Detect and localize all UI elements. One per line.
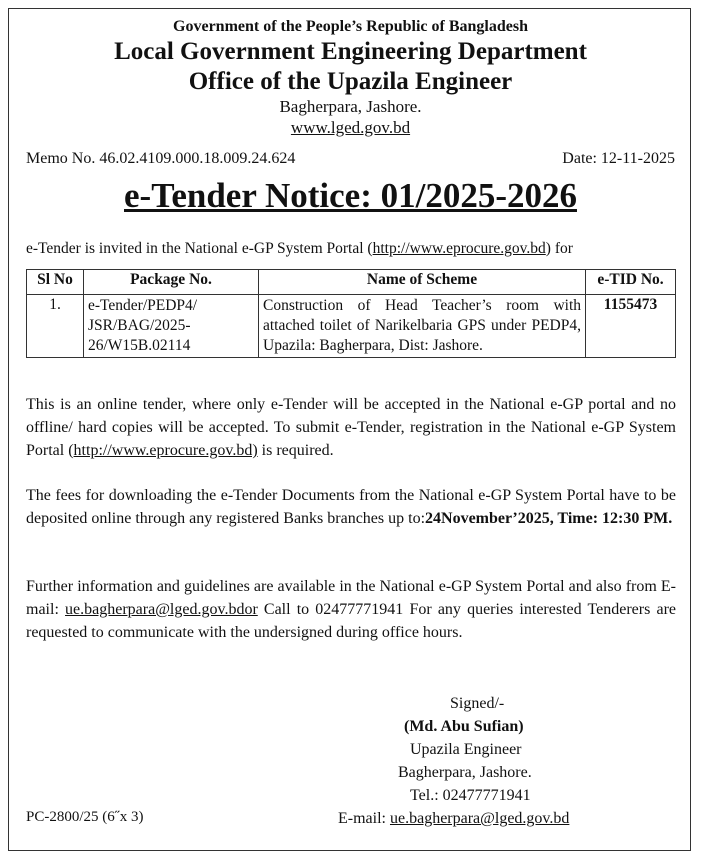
office-heading: Office of the Upazila Engineer [188, 68, 513, 95]
header-scheme: Name of Scheme [259, 270, 586, 295]
cell-sl: 1. [27, 295, 84, 358]
email-label: E-mail: [338, 810, 390, 827]
signatory-location: Bagherpara, Jashore. [398, 764, 532, 781]
para3-text: Further information and guidelines are available in the National e-GP System Portal and also from E-mail: [26, 578, 676, 618]
para3-suffix: Call to 02477771941 For any queries interested Tenderers are requested to communicate with the undersigned during office hours. [26, 601, 676, 641]
online-tender-paragraph [26, 393, 676, 462]
notice-title: e-Tender Notice: 01/2025-2026 [124, 176, 577, 215]
signatory-designation: Upazila Engineer [410, 741, 522, 758]
tender-table [26, 269, 676, 358]
signed-label: Signed/- [450, 695, 505, 712]
website-link[interactable]: www.lged.gov.bd [290, 118, 411, 137]
cell-package: e-Tender/PEDP4/ JSR/BAG/2025-26/W15B.02114 [84, 295, 259, 358]
publication-reference: PC-2800/25 (6˝x 3) [26, 809, 144, 825]
eprocure-link[interactable]: http://www.eprocure.gov.bd [372, 240, 546, 257]
invitation-line [26, 240, 676, 258]
invite-suffix: ) for [545, 240, 573, 257]
header-sl: Sl No [27, 270, 84, 295]
cell-tid: 1155473 [586, 295, 676, 358]
contact-email-link[interactable]: ue.bagherpara@lged.gov.bdor [65, 601, 258, 618]
deadline: 24November’2025, Time: 12:30 PM. [425, 510, 673, 527]
signatory-name: (Md. Abu Sufian) [404, 718, 524, 735]
para1-link[interactable]: http://www.eprocure.gov.bd) [73, 442, 258, 459]
memo-number: Memo No. 46.02.4109.000.18.009.24.624 [26, 150, 296, 167]
department-heading: Local Government Engineering Department [114, 38, 587, 65]
header-tid: e-TID No. [586, 270, 676, 295]
memo-date: Date: 12-11-2025 [562, 150, 675, 167]
contact-paragraph [26, 575, 676, 644]
government-heading: Government of the People’s Republic of Bangladesh [173, 18, 528, 35]
header-package: Package No. [84, 270, 259, 295]
cell-scheme: Construction of Head Teacher’s room with attached toilet of Narikelbaria GPS under PEDP4, Upazila: Bagherpara, Dist: Jashore. [259, 295, 586, 358]
para1-text: This is an online tender, where only e-Tender will be accepted in the National e-GP portal and no offline/ hard copies will be accepted. To submit e-Tender, registration in the National e-GP System Portal ( [26, 396, 676, 459]
para2-text: The fees for downloading the e-Tender Documents from the National e-GP System Portal have to be deposited online through any registered Banks branches up to: [26, 487, 676, 527]
table-header-row [27, 270, 676, 295]
invite-prefix: e-Tender is invited in the National e-GP System Portal ( [26, 240, 373, 257]
signatory-email-line [338, 807, 569, 830]
signatory-tel: Tel.: 02477771941 [410, 787, 531, 804]
office-location: Bagherpara, Jashore. [279, 97, 422, 116]
table-row [27, 295, 676, 358]
signatory-email-link[interactable]: ue.bagherpara@lged.gov.bd [389, 810, 570, 827]
para1-suffix: is required. [257, 442, 334, 459]
fees-paragraph [26, 484, 676, 530]
